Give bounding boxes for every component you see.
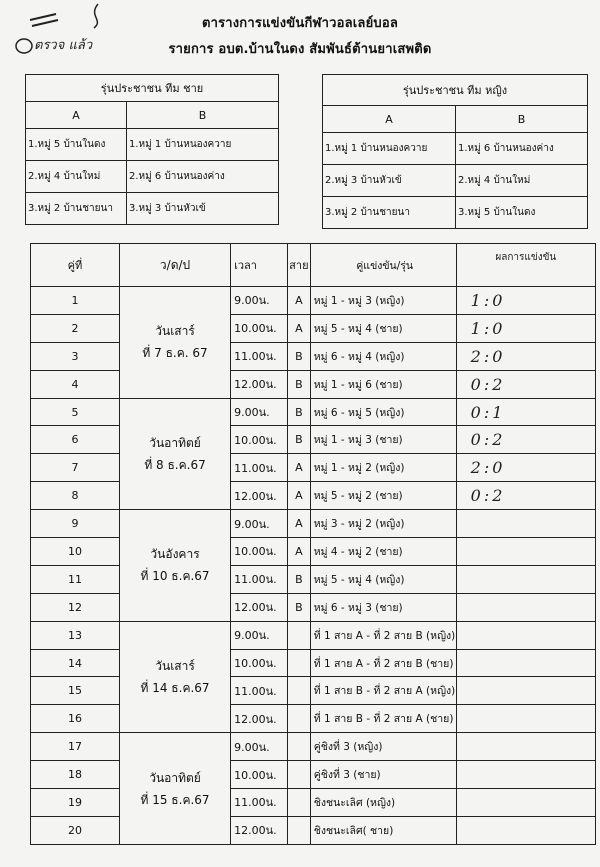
match-result: 2:0 (456, 342, 595, 370)
match-lane (287, 761, 310, 789)
match-number: 17 (31, 733, 120, 761)
match-result (456, 733, 595, 761)
match-number: 8 (31, 482, 120, 510)
match-pairing: หมู่ 6 - หมู่ 4 (หญิง) (310, 342, 456, 370)
table-row (31, 370, 596, 398)
table-row (31, 621, 596, 649)
match-pairing: ชิงชนะเลิศ (หญิง) (310, 789, 456, 817)
match-pairing: หมู่ 6 - หมู่ 3 (ชาย) (310, 593, 456, 621)
match-time: 11.00น. (231, 342, 288, 370)
match-result (456, 677, 595, 705)
match-time: 9.00น. (231, 398, 288, 426)
match-time: 12.00น. (231, 705, 288, 733)
match-number: 11 (31, 565, 120, 593)
match-lane (287, 705, 310, 733)
table-row (31, 510, 596, 538)
table-row (31, 649, 596, 677)
match-day: วันอาทิตย์ (149, 770, 201, 785)
match-date: ที่ 14 ธ.ค.67 (140, 680, 210, 695)
match-date-cell (119, 621, 230, 733)
match-time: 11.00น. (231, 789, 288, 817)
table-row (31, 565, 596, 593)
men-team-b1: 1.หมู่ 1 บ้านหนองควาย (127, 129, 279, 161)
match-result: 1:0 (456, 314, 595, 342)
match-number: 1 (31, 287, 120, 315)
table-row (31, 677, 596, 705)
match-lane: A (287, 314, 310, 342)
match-time: 11.00น. (231, 565, 288, 593)
match-number: 16 (31, 705, 120, 733)
table-row (31, 761, 596, 789)
match-pairing: หมู่ 4 - หมู่ 2 (ชาย) (310, 538, 456, 566)
men-team-b2: 2.หมู่ 6 บ้านหนองค่าง (127, 161, 279, 193)
men-team-a2: 2.หมู่ 4 บ้านใหม่ (26, 161, 127, 193)
match-time: 10.00น. (231, 314, 288, 342)
match-number: 3 (31, 342, 120, 370)
match-time: 9.00น. (231, 621, 288, 649)
match-result (456, 816, 595, 844)
match-number: 9 (31, 510, 120, 538)
match-time: 10.00น. (231, 761, 288, 789)
match-pairing: ชิงชนะเลิศ( ชาย) (310, 816, 456, 844)
match-result (456, 705, 595, 733)
women-teams-heading: รุ่นประชาชน ทีม หญิง (323, 75, 588, 106)
match-number: 7 (31, 454, 120, 482)
match-lane (287, 677, 310, 705)
match-result (456, 510, 595, 538)
match-pairing: ที่ 1 สาย B - ที่ 2 สาย A (หญิง) (310, 677, 456, 705)
women-col-a: A (323, 106, 456, 133)
table-row (31, 593, 596, 621)
match-pairing: หมู่ 5 - หมู่ 4 (ชาย) (310, 314, 456, 342)
match-lane: A (287, 454, 310, 482)
match-date-cell (119, 398, 230, 510)
match-time: 12.00น. (231, 482, 288, 510)
match-time: 12.00น. (231, 370, 288, 398)
col-header-match-no: คู่ที่ (31, 244, 120, 287)
match-number: 18 (31, 761, 120, 789)
men-team-b3: 3.หมู่ 3 บ้านหัวเข้ (127, 193, 279, 225)
women-team-a1: 1.หมู่ 1 บ้านหนองควาย (323, 133, 456, 165)
table-row (31, 314, 596, 342)
match-number: 10 (31, 538, 120, 566)
table-row (31, 733, 596, 761)
men-team-a3: 3.หมู่ 2 บ้านชายนา (26, 193, 127, 225)
match-number: 19 (31, 789, 120, 817)
table-row (31, 454, 596, 482)
match-pairing: หมู่ 5 - หมู่ 2 (ชาย) (310, 482, 456, 510)
match-lane: B (287, 593, 310, 621)
match-result (456, 789, 595, 817)
match-pairing: คู่ชิงที่ 3 (หญิง) (310, 733, 456, 761)
match-number: 2 (31, 314, 120, 342)
match-pairing: หมู่ 3 - หมู่ 2 (หญิง) (310, 510, 456, 538)
men-col-a: A (26, 102, 127, 129)
match-number: 5 (31, 398, 120, 426)
match-lane: A (287, 287, 310, 315)
match-pairing: หมู่ 5 - หมู่ 4 (หญิง) (310, 565, 456, 593)
table-row (31, 342, 596, 370)
match-lane (287, 816, 310, 844)
handwritten-note: ตรวจ แล้ว (34, 38, 93, 53)
match-date: ที่ 8 ธ.ค.67 (144, 457, 206, 472)
match-date-cell (119, 287, 230, 399)
match-lane: B (287, 565, 310, 593)
match-time: 9.00น. (231, 287, 288, 315)
match-result: 0:2 (456, 370, 595, 398)
match-result: 2:0 (456, 454, 595, 482)
table-row (31, 705, 596, 733)
schedule-header-row (31, 244, 596, 287)
match-time: 11.00น. (231, 454, 288, 482)
match-number: 15 (31, 677, 120, 705)
match-result (456, 593, 595, 621)
match-pairing: หมู่ 1 - หมู่ 6 (ชาย) (310, 370, 456, 398)
col-header-matchup: คู่แข่งขัน/รุ่น (310, 244, 456, 287)
match-result (456, 621, 595, 649)
match-pairing: หมู่ 1 - หมู่ 3 (หญิง) (310, 287, 456, 315)
match-time: 12.00น. (231, 593, 288, 621)
match-time: 11.00น. (231, 677, 288, 705)
table-row (31, 287, 596, 315)
match-result (456, 538, 595, 566)
men-col-b: B (127, 102, 279, 129)
women-team-b2: 2.หมู่ 4 บ้านใหม่ (456, 165, 588, 197)
page-subtitle: รายการ อบต.บ้านในดง สัมพันธ์ต้านยาเสพติด (168, 42, 432, 57)
match-date: ที่ 10 ธ.ค.67 (140, 569, 210, 584)
match-lane: A (287, 510, 310, 538)
match-time: 10.00น. (231, 538, 288, 566)
women-team-b3: 3.หมู่ 5 บ้านในดง (456, 197, 588, 229)
match-time: 9.00น. (231, 510, 288, 538)
match-lane (287, 621, 310, 649)
table-row (31, 398, 596, 426)
match-day: วันเสาร์ (155, 658, 195, 673)
match-number: 20 (31, 816, 120, 844)
match-number: 14 (31, 649, 120, 677)
women-col-b: B (456, 106, 588, 133)
match-result (456, 649, 595, 677)
match-result: 1:0 (456, 287, 595, 315)
women-team-b1: 1.หมู่ 6 บ้านหนองค่าง (456, 133, 588, 165)
match-time: 12.00น. (231, 816, 288, 844)
match-time: 10.00น. (231, 426, 288, 454)
match-day: วันเสาร์ (155, 324, 195, 339)
table-row (31, 789, 596, 817)
women-team-a3: 3.หมู่ 2 บ้านชายนา (323, 197, 456, 229)
table-row (31, 816, 596, 844)
table-row (31, 426, 596, 454)
match-lane (287, 789, 310, 817)
match-result: 0:2 (456, 482, 595, 510)
men-teams-heading: รุ่นประชาชน ทีม ชาย (26, 75, 279, 102)
match-pairing: หมู่ 1 - หมู่ 3 (ชาย) (310, 426, 456, 454)
men-team-a1: 1.หมู่ 5 บ้านในดง (26, 129, 127, 161)
match-date: ที่ 7 ธ.ค. 67 (142, 346, 208, 361)
col-header-time: เวลา (231, 244, 288, 287)
match-number: 13 (31, 621, 120, 649)
match-result: 0:2 (456, 426, 595, 454)
match-number: 12 (31, 593, 120, 621)
match-lane: A (287, 482, 310, 510)
match-lane: B (287, 426, 310, 454)
match-lane (287, 649, 310, 677)
match-date: ที่ 15 ธ.ค.67 (140, 792, 210, 807)
col-header-date: ว/ด/ป (119, 244, 230, 287)
match-time: 9.00น. (231, 733, 288, 761)
match-number: 4 (31, 370, 120, 398)
match-pairing: หมู่ 6 - หมู่ 5 (หญิง) (310, 398, 456, 426)
men-teams-table (25, 74, 279, 225)
match-lane: B (287, 370, 310, 398)
schedule-table (30, 243, 596, 845)
match-lane: A (287, 538, 310, 566)
match-lane: B (287, 398, 310, 426)
match-pairing: หมู่ 1 - หมู่ 2 (หญิง) (310, 454, 456, 482)
table-row (31, 538, 596, 566)
match-date-cell (119, 510, 230, 622)
match-result: 0:1 (456, 398, 595, 426)
match-lane (287, 733, 310, 761)
col-header-result: ผลการแข่งขัน (456, 244, 595, 287)
match-number: 6 (31, 426, 120, 454)
match-day: วันอาทิตย์ (149, 435, 201, 450)
match-pairing: ที่ 1 สาย B - ที่ 2 สาย A (ชาย) (310, 705, 456, 733)
match-date-cell (119, 733, 230, 845)
match-pairing: ที่ 1 สาย A - ที่ 2 สาย B (ชาย) (310, 649, 456, 677)
match-time: 10.00น. (231, 649, 288, 677)
match-result (456, 565, 595, 593)
women-team-a2: 2.หมู่ 3 บ้านหัวเข้ (323, 165, 456, 197)
table-row (31, 482, 596, 510)
match-lane: B (287, 342, 310, 370)
page-title: ตารางการแข่งขันกีฬาวอลเลย์บอล (201, 16, 399, 31)
match-pairing: คู่ชิงที่ 3 (ชาย) (310, 761, 456, 789)
match-day: วันอังคาร (150, 547, 200, 562)
match-result (456, 761, 595, 789)
match-pairing: ที่ 1 สาย A - ที่ 2 สาย B (หญิง) (310, 621, 456, 649)
women-teams-table (322, 74, 588, 229)
col-header-lane: สาย (287, 244, 310, 287)
